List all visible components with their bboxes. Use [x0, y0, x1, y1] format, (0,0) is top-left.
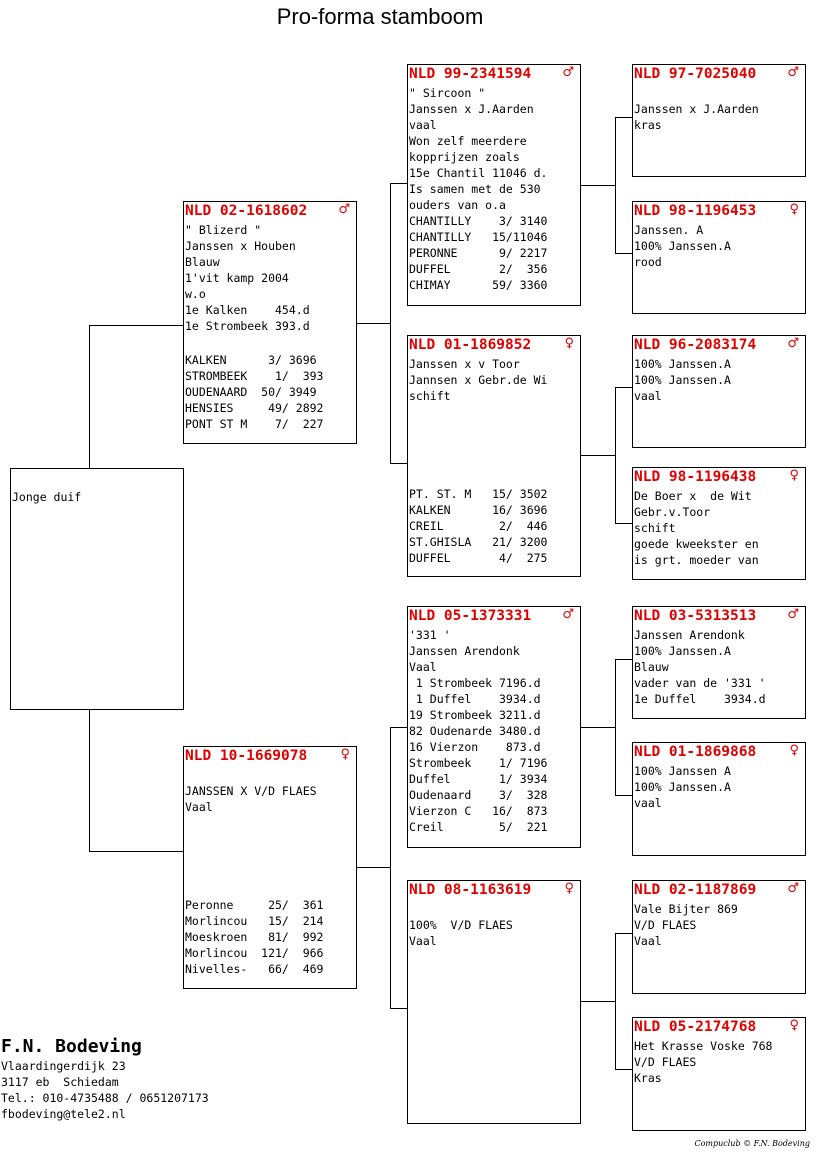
race-result-row: PERONNE 9/ 2217 — [409, 246, 548, 260]
great-grandparent-box-mf-f[interactable] — [632, 606, 806, 719]
description-line: goede kweekster en — [634, 537, 759, 551]
description-line: schift — [634, 521, 676, 535]
race-results — [409, 486, 547, 566]
description-line: 100% Janssen.A — [634, 644, 731, 658]
bird-description — [409, 901, 513, 949]
description-line: Vaal — [409, 660, 437, 674]
connector-line — [89, 851, 184, 852]
connector-line — [615, 795, 632, 796]
race-result-row: HENSIES 49/ 2892 — [185, 401, 324, 415]
description-line: Kras — [634, 1071, 662, 1085]
male-icon: ♂ — [787, 336, 799, 351]
bird-description — [634, 222, 731, 270]
ring-number: NLD 99-2341594 — [409, 66, 532, 82]
ring-number: NLD 98-1196438 — [634, 469, 757, 485]
race-result-row: KALKEN 3/ 3696 — [185, 353, 317, 367]
breeder-email: fbodeving@tele2.nl — [1, 1107, 126, 1121]
ring-number: NLD 01-1869868 — [634, 744, 757, 760]
race-result-row: ST.GHISLA 21/ 3200 — [409, 535, 548, 549]
race-results — [185, 352, 323, 432]
description-line: vaal — [634, 389, 662, 403]
bird-description — [12, 489, 81, 505]
subject-bird-box[interactable] — [10, 468, 184, 710]
female-icon: ♀ — [789, 1018, 799, 1033]
race-result-row: Morlincou 121/ 966 — [185, 946, 324, 960]
breeder-phone: Tel.: 010-4735488 / 0651207173 — [1, 1091, 209, 1105]
race-result-row: Duffel 1/ 3934 — [409, 772, 548, 786]
race-result-row: Strombeek 1/ 7196 — [409, 756, 548, 770]
description-line: Is samen met de 530 — [409, 182, 541, 196]
description-line: Gebr.v.Toor — [634, 505, 711, 519]
connector-line — [615, 659, 632, 660]
connector-line — [615, 117, 632, 118]
race-results — [409, 755, 547, 835]
description-line: V/D FLAES — [634, 1055, 697, 1069]
race-result-row: CHANTILLY 15/11046 — [409, 230, 548, 244]
ring-number: NLD 05-2174768 — [634, 1019, 757, 1035]
description-line: vaal — [634, 796, 662, 810]
description-line: Janssen x J.Aarden — [634, 102, 759, 116]
female-icon: ♀ — [564, 336, 574, 351]
description-line — [634, 85, 759, 101]
description-line: kopprijzen zoals — [409, 150, 520, 164]
ring-number: NLD 96-2083174 — [634, 337, 757, 353]
description-line: Janssen x v Toor — [409, 357, 520, 371]
connector-line — [89, 709, 90, 852]
page-title: Pro-forma stamboom — [276, 4, 484, 29]
race-result-row: Nivelles- 66/ 469 — [185, 962, 324, 976]
race-result-row: PONT ST M 7/ 227 — [185, 417, 324, 431]
great-grandparent-box-mm-m[interactable] — [632, 1017, 806, 1131]
description-line: Vaal — [185, 800, 213, 814]
maternal-grandfather-box[interactable] — [407, 606, 581, 848]
connector-line — [615, 387, 616, 524]
male-icon: ♂ — [787, 607, 799, 622]
connector-line — [615, 387, 632, 388]
connector-line — [390, 183, 407, 184]
race-result-row: DUFFEL 4/ 275 — [409, 551, 548, 565]
bird-description — [634, 85, 759, 133]
male-icon: ♂ — [562, 65, 574, 80]
description-line: De Boer x de Wit — [634, 489, 752, 503]
connector-line — [390, 183, 391, 464]
connector-line — [89, 325, 184, 326]
race-result-row: KALKEN 16/ 3696 — [409, 503, 548, 517]
race-result-row: Creil 5/ 221 — [409, 820, 548, 834]
race-results — [185, 897, 323, 977]
bird-description — [409, 627, 541, 755]
copyright: Compuclub © F.N. Bodeving — [694, 1139, 810, 1148]
bird-description — [634, 627, 766, 707]
connector-line — [615, 933, 616, 1070]
description-line: JANSSEN X V/D FLAES — [185, 784, 317, 798]
female-icon: ♀ — [789, 743, 799, 758]
connector-line — [615, 117, 616, 254]
connector-line — [615, 523, 632, 524]
bird-description — [409, 356, 547, 404]
ring-number: NLD 02-1618602 — [185, 203, 308, 219]
race-result-row: OUDENAARD 50/ 3949 — [185, 385, 317, 399]
description-line: 16 Vierzon 873.d — [409, 740, 541, 754]
connector-line — [390, 727, 391, 1009]
connector-line — [89, 325, 90, 468]
description-line: Janssen Arendonk — [634, 628, 745, 642]
connector-line — [390, 463, 407, 464]
mother-box[interactable] — [183, 746, 357, 989]
connector-line — [356, 323, 391, 324]
connector-line — [390, 1008, 407, 1009]
description-line — [409, 901, 513, 917]
description-line: rood — [634, 255, 662, 269]
description-line: Vaal — [634, 934, 662, 948]
race-result-row: Peronne 25/ 361 — [185, 898, 324, 912]
race-result-row: CHIMAY 59/ 3360 — [409, 278, 548, 292]
great-grandparent-box-mm-f[interactable] — [632, 880, 806, 994]
father-box[interactable] — [183, 201, 357, 444]
connector-line — [356, 867, 391, 868]
race-result-row: Oudenaard 3/ 328 — [409, 788, 548, 802]
description-line: Het Krasse Voske 768 — [634, 1039, 773, 1053]
female-icon: ♀ — [789, 468, 799, 483]
female-icon: ♀ — [340, 747, 350, 762]
race-result-row: CHANTILLY 3/ 3140 — [409, 214, 548, 228]
bird-description — [185, 767, 317, 815]
description-line: Vaal — [409, 934, 437, 948]
breeder-info — [1, 1036, 209, 1122]
description-line: Jonge duif — [12, 490, 82, 504]
description-line: Won zelf meerdere — [409, 134, 527, 148]
paternal-grandfather-box[interactable] — [407, 64, 581, 306]
connector-line — [580, 185, 616, 186]
description-line: 1e Strombeek 393.d — [185, 319, 310, 333]
description-line: Janssen. A — [634, 223, 704, 237]
great-grandparent-box-fm-f[interactable] — [632, 335, 806, 448]
ring-number: NLD 10-1669078 — [185, 748, 308, 764]
ring-number: NLD 98-1196453 — [634, 203, 757, 219]
description-line: 100% Janssen.A — [634, 357, 731, 371]
connector-line — [615, 933, 632, 934]
breeder-address: Vlaardingerdijk 23 — [1, 1059, 126, 1073]
connector-line — [615, 253, 632, 254]
description-line: w.o — [185, 287, 206, 301]
description-line: 1'vit kamp 2004 — [185, 271, 289, 285]
description-line: is grt. moeder van — [634, 553, 759, 567]
description-line: 1e Kalken 454.d — [185, 303, 310, 317]
race-result-row: DUFFEL 2/ 356 — [409, 262, 548, 276]
description-line — [185, 767, 317, 783]
description-line: 19 Strombeek 3211.d — [409, 708, 541, 722]
maternal-grandmother-box[interactable] — [407, 880, 581, 1124]
description-line: 100% Janssen.A — [634, 780, 731, 794]
great-grandparent-box-mf-m[interactable] — [632, 742, 806, 856]
breeder-city: 3117 eb Schiedam — [1, 1075, 119, 1089]
description-line: V/D FLAES — [634, 918, 697, 932]
description-line: 15e Chantil 11046 d. — [409, 166, 548, 180]
description-line: Blauw — [634, 660, 669, 674]
female-icon: ♀ — [564, 881, 574, 896]
description-line: 100% Janssen.A — [634, 373, 731, 387]
race-result-row: STROMBEEK 1/ 393 — [185, 369, 324, 383]
race-result-row: Morlincou 15/ 214 — [185, 914, 324, 928]
paternal-grandmother-box[interactable] — [407, 335, 581, 577]
description-line: schift — [409, 389, 451, 403]
description-line: 1 Strombeek 7196.d — [409, 676, 541, 690]
connector-line — [580, 727, 616, 728]
description-line: ouders van o.a — [409, 198, 506, 212]
description-line: Vale Bijter 869 — [634, 902, 738, 916]
race-result-row: Vierzon C 16/ 873 — [409, 804, 548, 818]
connector-line — [615, 659, 616, 796]
bird-description — [634, 1038, 772, 1086]
breeder-name: F.N. Bodeving — [1, 1036, 142, 1057]
male-icon: ♂ — [787, 65, 799, 80]
ring-number: NLD 08-1163619 — [409, 882, 532, 898]
description-line: kras — [634, 118, 662, 132]
bird-description — [634, 763, 731, 811]
connector-line — [580, 455, 616, 456]
description-line: 1e Duffel 3934.d — [634, 692, 766, 706]
bird-description — [634, 901, 738, 949]
description-line: 1 Duffel 3934.d — [409, 692, 541, 706]
connector-line — [390, 727, 407, 728]
ring-number: NLD 02-1187869 — [634, 882, 757, 898]
race-result-row: PT. ST. M 15/ 3502 — [409, 487, 548, 501]
race-result-row: Moeskroen 81/ 992 — [185, 930, 324, 944]
connector-line — [615, 1069, 632, 1070]
description-line: " Blizerd " — [185, 223, 262, 237]
male-icon: ♂ — [338, 202, 350, 217]
male-icon: ♂ — [787, 881, 799, 896]
ring-number: NLD 01-1869852 — [409, 337, 532, 353]
description-line: Janssen x J.Aarden — [409, 102, 534, 116]
female-icon: ♀ — [789, 202, 799, 217]
bird-description — [185, 222, 310, 334]
race-result-row: CREIL 2/ 446 — [409, 519, 548, 533]
description-line: Jannsen x Gebr.de Wi — [409, 373, 548, 387]
description-line: 82 Oudenarde 3480.d — [409, 724, 541, 738]
description-line: '331 ' — [409, 628, 451, 642]
description-line: 100% Janssen.A — [634, 239, 731, 253]
bird-description — [409, 85, 547, 213]
race-results — [409, 213, 547, 293]
ring-number: NLD 03-5313513 — [634, 608, 757, 624]
ring-number: NLD 05-1373331 — [409, 608, 532, 624]
description-line: vader van de '331 ' — [634, 676, 766, 690]
male-icon: ♂ — [562, 607, 574, 622]
description-line: Blauw — [185, 255, 220, 269]
great-grandparent-box-ff-f[interactable] — [632, 64, 806, 177]
description-line: Janssen x Houben — [185, 239, 296, 253]
description-line: Janssen Arendonk — [409, 644, 520, 658]
bird-description — [634, 356, 731, 404]
great-grandparent-box-fm-m[interactable] — [632, 467, 806, 580]
great-grandparent-box-ff-m[interactable] — [632, 201, 806, 314]
description-line: vaal — [409, 118, 437, 132]
description-line: " Sircoon " — [409, 86, 486, 100]
ring-number: NLD 97-7025040 — [634, 66, 757, 82]
description-line: 100% Janssen A — [634, 764, 731, 778]
description-line: 100% V/D FLAES — [409, 918, 513, 932]
bird-description — [634, 488, 759, 568]
connector-line — [580, 1001, 616, 1002]
